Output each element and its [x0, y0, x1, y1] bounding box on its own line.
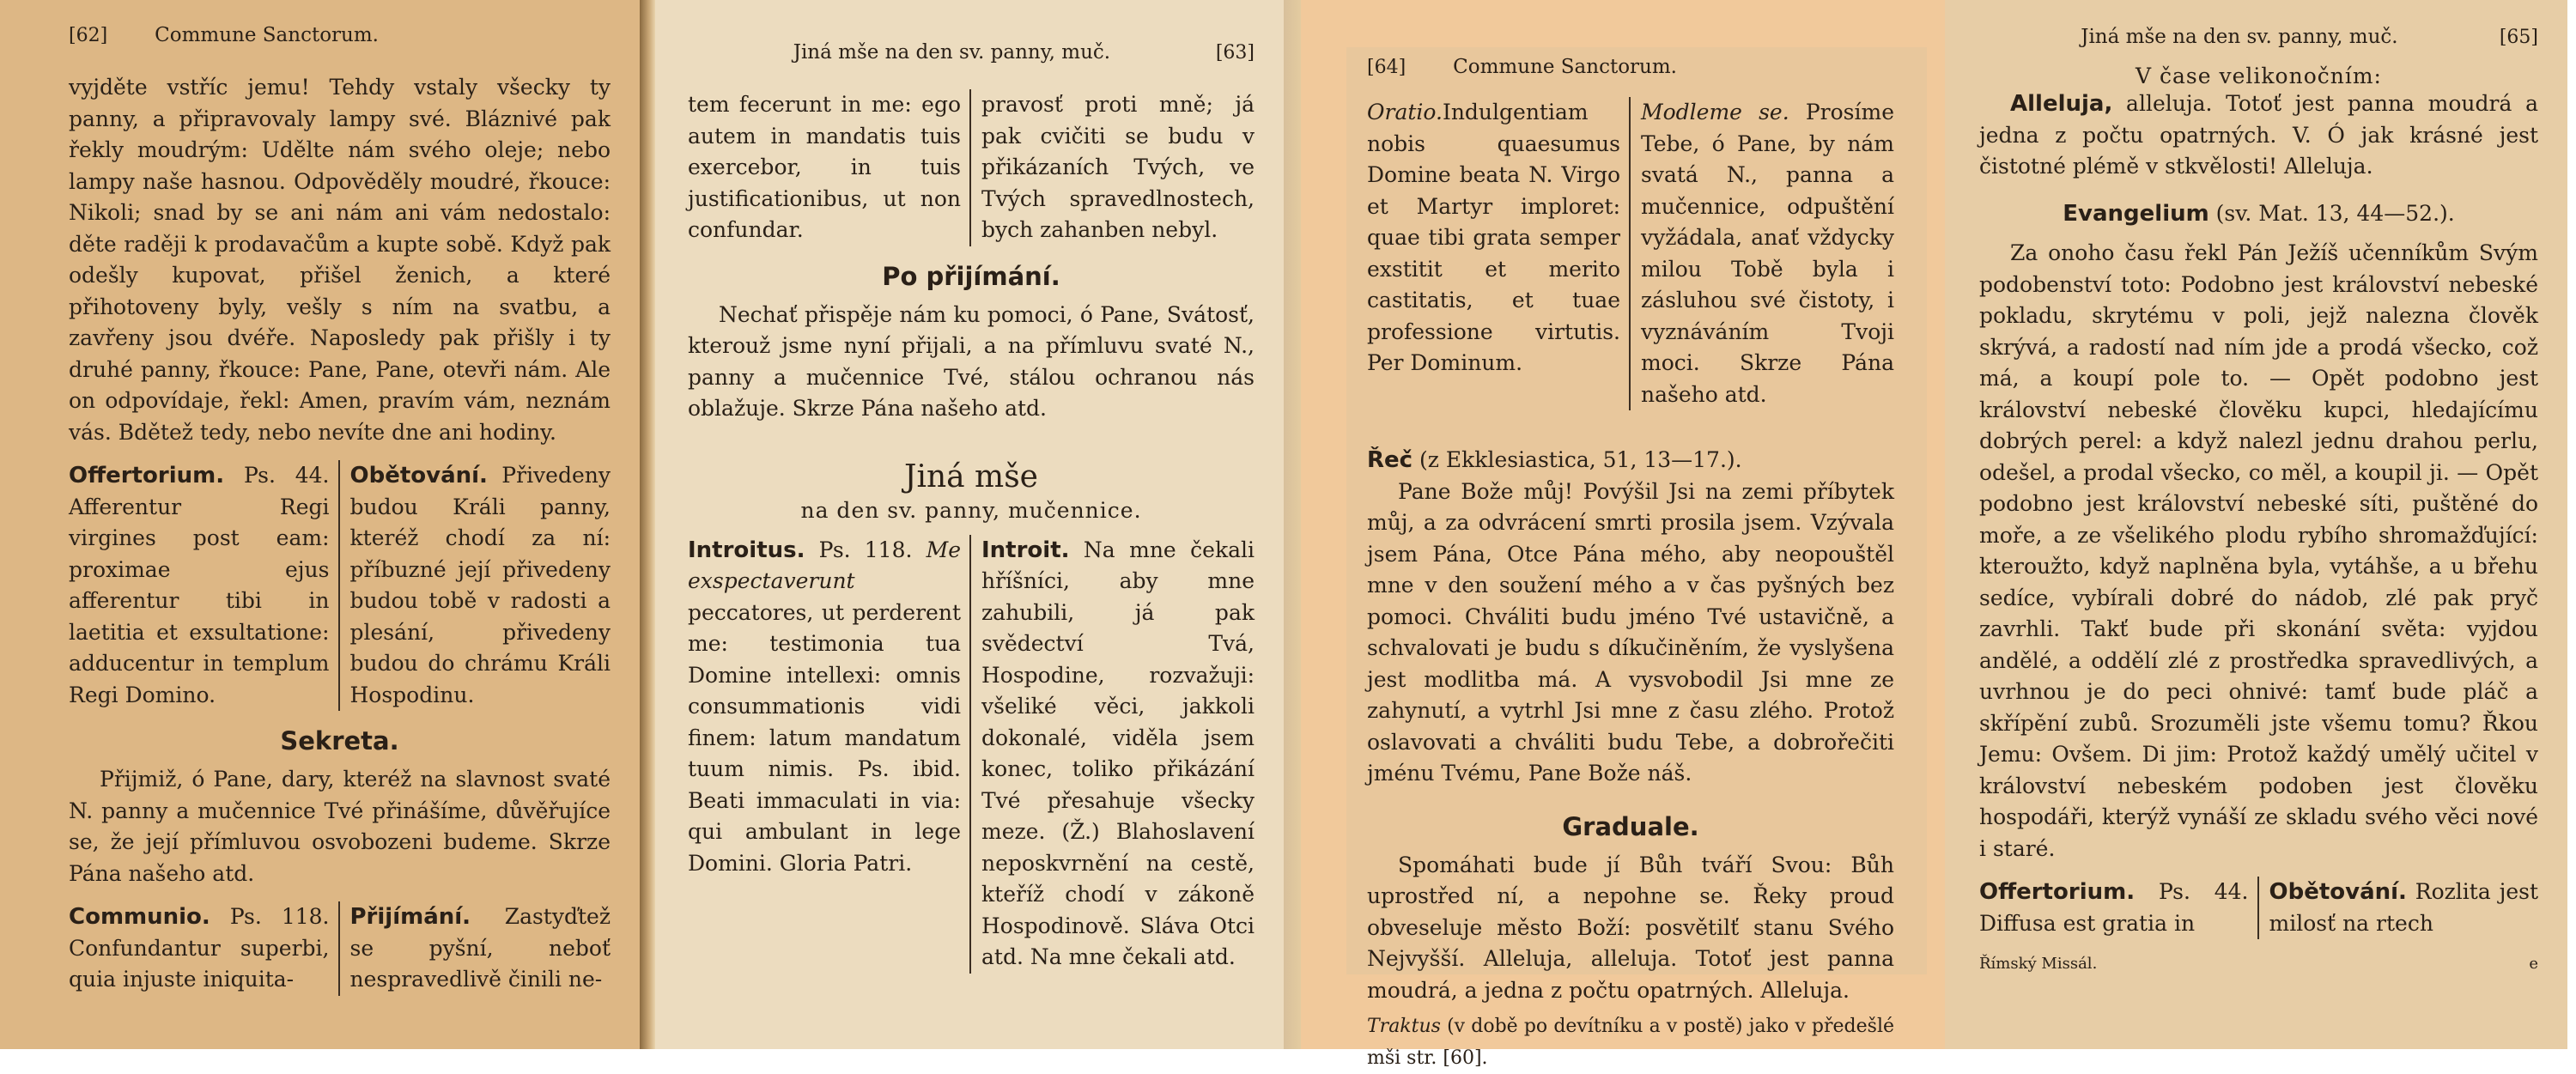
oratio-latin	[1367, 97, 1631, 410]
page-header	[1979, 26, 2538, 48]
text: Ps. 118. Confundantur superbi, quia injuste iniquita-	[69, 904, 330, 992]
italic-heading: Modleme se.	[1641, 100, 1789, 124]
text: Rozlita jest milosť na rtech	[2269, 879, 2538, 936]
text: Přivedeny budou Králi panny, kteréž chodí za ní: příbuzné její přivedeny budou tobě v radosti a plesání, přivedeny budou do chrámu Králi Hospodinu.	[349, 463, 611, 707]
heading: Offertorium.	[69, 463, 225, 488]
alleluja-text	[1979, 88, 2538, 183]
italic-incipit: Me exspectaverunt	[688, 537, 961, 593]
text: Ps. 44. Diffusa est gratia in	[1979, 879, 2249, 936]
rec-heading-line	[1367, 445, 1894, 476]
text: alleluja. Totoť jest panna moudrá a jedna z počtu opatrných. V. Ó jak krásné jest čistotné plémě v stkvělosti! Alleluja.	[1979, 91, 2538, 179]
text: Na mne čekali hříšníci, aby mne zahubili, já pak svědectví Tvá, Hospodine, rozvažuji: všeliké věci, jakkoli dokonalé, viděla jsem konec, toliko přikázání Tvé přesahuje všecky meze. (Ž.) Blahoslavení neposkvrnění na cestě, kteříž chodí v zákoně Hospodinově. Sláva Otci atd. Na mne čekali atd.	[981, 537, 1255, 969]
page-63	[655, 0, 1284, 1049]
gospel-text: vyjděte vstříc jemu! Tehdy vstaly všecky ty panny, a připravovaly lampy své. Bláznivé pak řekly moudrým: Udělte nám svého oleje; nebo lampy naše hasnou. Odpověděly moudré, řkouce: Nikoli; snad by se ani nám ani vám nedostalo: děte raději k prodavačům a kupte sobě. Když pak odešly kupovat, přišel ženich, a které přihotoveny byly, vešly s ním na svatbu, a zavřeny jsou dvéře. Naposledy pak přišly i ty druhé panny, řkouce: Pane, Pane, otevři nám. Ale on odpovídaje, řekl: Amen, pravím vám, neznám vás. Bdětež tedy, nebo nevíte dne ani hodiny.	[69, 75, 611, 445]
heading: Communio.	[69, 904, 210, 930]
evangelium-heading-line	[1979, 198, 2538, 230]
running-title: Commune Sanctorum.	[155, 24, 379, 46]
page-header	[69, 24, 611, 46]
reference: (sv. Mat. 13, 44—52.).	[2208, 200, 2455, 226]
text: peccatores, ut perderent me: testimonia tua Domine intellexi: omnis consummationis vidi finem: latum mandatum tuum nimis. Ps. ibid. Beati immaculati in via: qui ambulant in lege Domini. Gloria Patri.	[688, 599, 961, 876]
offertorium-columns	[69, 460, 611, 711]
page-header	[688, 41, 1255, 64]
communio-columns	[69, 901, 611, 996]
traktus-line	[1367, 1011, 1894, 1074]
mass-title: Jiná mše	[904, 458, 1038, 495]
page-number: [63]	[1215, 41, 1255, 64]
rec-text: Pane Bože můj! Povýšil Jsi na zemi příbytek můj, a za odvrácení smrti prosila jsem. Vzývala jsem Pána, Otce Pána mého, aby neopouštěl mne v den soužení mého a v čas pyšných bez pomoci. Chváliti budu jméno Tvé ustavičně, a schvalovati je budu s díkučiněním, že vyslyšena jest modlitba má. A vysvobodil Jsi mne ze zahynutí, a vytrhl Jsi mne z času zlého. Protož oslavovati a chváliti budu Tebe, a dobrořečiti jménu Tvému, Pane Bože náš.	[1367, 478, 1894, 786]
page-number: [64]	[1367, 56, 1406, 78]
heading: Introit.	[981, 537, 1070, 563]
reference: Ps. 118.	[805, 537, 913, 562]
communio-continued	[688, 89, 1255, 246]
text: Indulgentiam nobis quaesumus Domine beata N. Virgo et Martyr imploret: quae tibi grata semper exstitit et merito castitatis, et tuae professione virtutis. Per Dominum.	[1367, 100, 1620, 375]
obetovani-czech	[340, 460, 611, 711]
oratio-columns	[1367, 97, 1894, 410]
text: Prosíme Tebe, ó Pane, by nám svatá N., panna a mučennice, odpuštění vyžádala, anať vždycky milou Tobě byla i zásluhou své čistoty, i vyznáváním Tvoji moci. Skrze Pána našeho atd.	[1641, 100, 1894, 407]
text: Afferentur Regi virgines post eam: proximae ejus afferentur tibi in laetitia et exsultatione: adducentur in templum Regi Domino.	[69, 494, 330, 707]
sekreta-heading: Sekreta.	[280, 726, 399, 755]
page-footer	[1979, 955, 2538, 973]
running-title: Jiná mše na den sv. panny, muč.	[2081, 26, 2398, 48]
running-title: Jiná mše na den sv. panny, muč.	[793, 41, 1111, 64]
graduale-text: Spomáhati bude jí Bůh tváří Svou: Bůh uprostřed ní, a nepohne se. Řeky proud obveseluje město Boží: posvětilť stanu Svého Nejvyšší. Alleluja, alleluja. Totoť jest panna moudrá, a jedna z počtu opatrných. Alleluja.	[1367, 852, 1894, 1003]
introitus-columns	[688, 535, 1255, 974]
text: Zastyďtež se pyšní, neboť nespravedlivě činili ne-	[349, 904, 611, 992]
page-header	[1367, 56, 1894, 78]
easter-note: V čase velikonočním:	[2136, 64, 2382, 88]
po-prijimani-heading: Po přijímání.	[882, 261, 1060, 291]
offertorium-columns	[1979, 877, 2538, 939]
modleme-czech	[1631, 97, 1894, 410]
prijimani-czech	[340, 901, 611, 996]
offertorium-latin	[1979, 877, 2259, 939]
czech-column: pravosť proti mně; já pak cvičiti se budu v přikázaních Tvých, ve Tvých spravedlnostech, bych zahanben nebyl.	[981, 92, 1255, 242]
graduale-heading: Graduale.	[1562, 811, 1699, 841]
italic-heading: Traktus	[1367, 1016, 1441, 1037]
obetovani-czech	[2259, 877, 2539, 939]
page-edge	[1284, 0, 1301, 1049]
page-65	[1945, 0, 2567, 1049]
book-gutter	[640, 0, 655, 1049]
footer-mark: e	[2529, 955, 2538, 973]
heading: Řeč	[1367, 447, 1413, 473]
introit-czech	[971, 535, 1255, 974]
introitus-latin	[688, 535, 971, 974]
footer-signature: Římský Missál.	[1979, 955, 2098, 973]
page-number: [65]	[2499, 26, 2538, 48]
text: (v době po devítníku a v postě) jako v předešlé mši str. [60].	[1367, 1016, 1894, 1069]
heading: Introitus.	[688, 537, 805, 563]
reference: Ps. 44.	[224, 463, 330, 488]
po-prijimani-text: Nechať přispěje nám ku pomoci, ó Pane, Svátosť, kterouž jsme nyní přijali, a na přímluvu svaté N., panny a mučennice Tvé, stálou ochranou nás oblažuje. Skrze Pána našeho atd.	[688, 301, 1255, 421]
mass-subtitle: na den sv. panny, mučennice.	[800, 497, 1142, 523]
heading: Obětování.	[2269, 879, 2407, 905]
page-62	[0, 0, 640, 1049]
running-title: Commune Sanctorum.	[1453, 56, 1677, 78]
heading: Obětování.	[349, 463, 488, 488]
heading: Alleluja,	[2010, 91, 2113, 117]
offertorium-latin	[69, 460, 340, 711]
evangelium-text: Za onoho času řekl Pán Ježíš učenníkům Svým podobenství toto: Podobno jest království nebeské pokladu, skrytému v poli, jejž nalezna člověk skrývá, a radostí nad ním jde a prodá všecko, což má, a koupí pole to. — Opět podobno jest království nebeské člověku kupci, hledajícímu dobrých perel: a když nalezl jednu drahou perlu, odešel, a prodal všecko, co měl, a koupil ji. — Opět podobno jest království nebeské síti, puštěné do moře, a ze všelikého plodu rybího shromažďující: kteroužto, když naplněna byla, vytáhše, a u břehu sedíce, vybírali dobré do nádob, zlé pak pryč zavrhli. Takť bude při skonání světa: vyjdou andělé, a oddělí zlé z prostředka spravedlivých, a uvrhnou je do peci ohnivé: tamť bude pláč a skřípění zubů. Srozuměli jste všemu tomu? Řkou Jemu: Ovšem. Di jim: Protož každý umělý učitel v království nebeském podoben jest člověku hospodáři, kterýž vynáší ze skladu svého věci nové i staré.	[1979, 240, 2538, 861]
page-number: [62]	[69, 24, 108, 46]
heading: Offertorium.	[1979, 879, 2136, 905]
reference: (z Ekklesiastica, 51, 13—17.).	[1413, 447, 1742, 472]
sekreta-text: Přijmiž, ó Pane, dary, kteréž na slavnost svaté N. panny a mučennice Tvé přinášíme, důvěřujíce se, že její přímluvou osvobozeni budeme. Skrze Pána našeho atd.	[69, 767, 611, 886]
heading: Přijímání.	[349, 904, 471, 930]
page-64	[1346, 47, 1927, 1069]
heading: Evangelium	[2063, 200, 2209, 227]
communio-latin	[69, 901, 340, 996]
latin-column: tem fecerunt in me: ego autem in mandatis tuis exercebor, in tuis justificationibus, ut non confundar.	[688, 89, 971, 246]
italic-heading: Oratio.	[1367, 100, 1443, 124]
